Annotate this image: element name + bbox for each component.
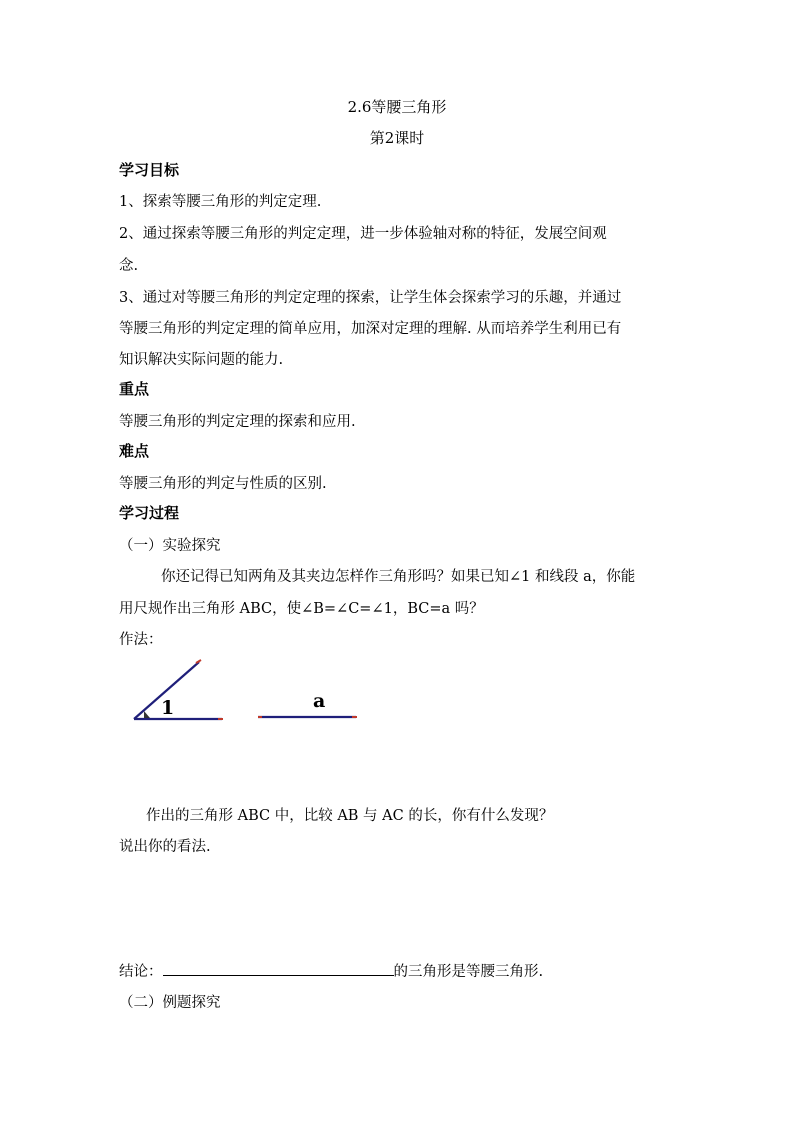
difficulty-text: 等腰三角形的判定与性质的区别. — [119, 476, 327, 492]
page-subtitle: 第2课时 — [369, 129, 425, 147]
section-examples: （二）例题探究 — [119, 995, 221, 1011]
opinion-line: 说出你的看法. — [119, 839, 211, 855]
angle-ray-tick — [196, 660, 201, 663]
process-heading: 学习过程 — [119, 504, 180, 522]
method-label: 作法： — [119, 632, 163, 648]
conclusion-suffix: 的三角形是等腰三角形. — [393, 964, 544, 980]
key-point-text: 等腰三角形的判定定理的探索和应用. — [119, 414, 356, 430]
goal-line-3: 念. — [119, 258, 139, 274]
goal-line-6: 知识解决实际问题的能力. — [119, 352, 284, 368]
difficulty-heading: 难点 — [119, 442, 150, 460]
question-line-2: 用尺规作出三角形 ABC，使∠B=∠C=∠1，BC=a 吗？ — [119, 601, 484, 617]
conclusion-prefix: 结论： — [119, 964, 163, 980]
goal-line-4: 3、通过对等腰三角形的判定定理的探索，让学生体会探索学习的乐趣，并通过 — [119, 290, 622, 306]
angle-arc-marker — [144, 711, 150, 718]
goal-line-1: 1、探索等腰三角形的判定定理. — [119, 194, 322, 210]
angle-one-figure — [134, 660, 223, 719]
page-title: 2.6等腰三角形 — [347, 98, 447, 116]
conclusion-blank[interactable] — [163, 961, 394, 976]
key-point-heading: 重点 — [119, 380, 150, 398]
compare-line: 作出的三角形 ABC 中，比较 AB 与 AC 的长，你有什么发现？ — [146, 808, 554, 824]
segment-label: a — [313, 690, 326, 712]
conclusion-line — [119, 960, 543, 981]
segment-a-figure — [258, 690, 357, 717]
goal-line-5: 等腰三角形的判定定理的简单应用，加深对定理的理解. 从而培养学生利用已有 — [119, 321, 622, 337]
goal-line-2: 2、通过探索等腰三角形的判定定理，进一步体验轴对称的特征，发展空间观 — [119, 226, 607, 242]
goals-heading: 学习目标 — [119, 161, 180, 179]
section-experiment: （一）实验探究 — [119, 538, 221, 554]
angle-label: 1 — [161, 697, 175, 719]
question-line-1: 你还记得已知两角及其夹边怎样作三角形吗？如果已知∠1 和线段 a，你能 — [161, 569, 636, 585]
